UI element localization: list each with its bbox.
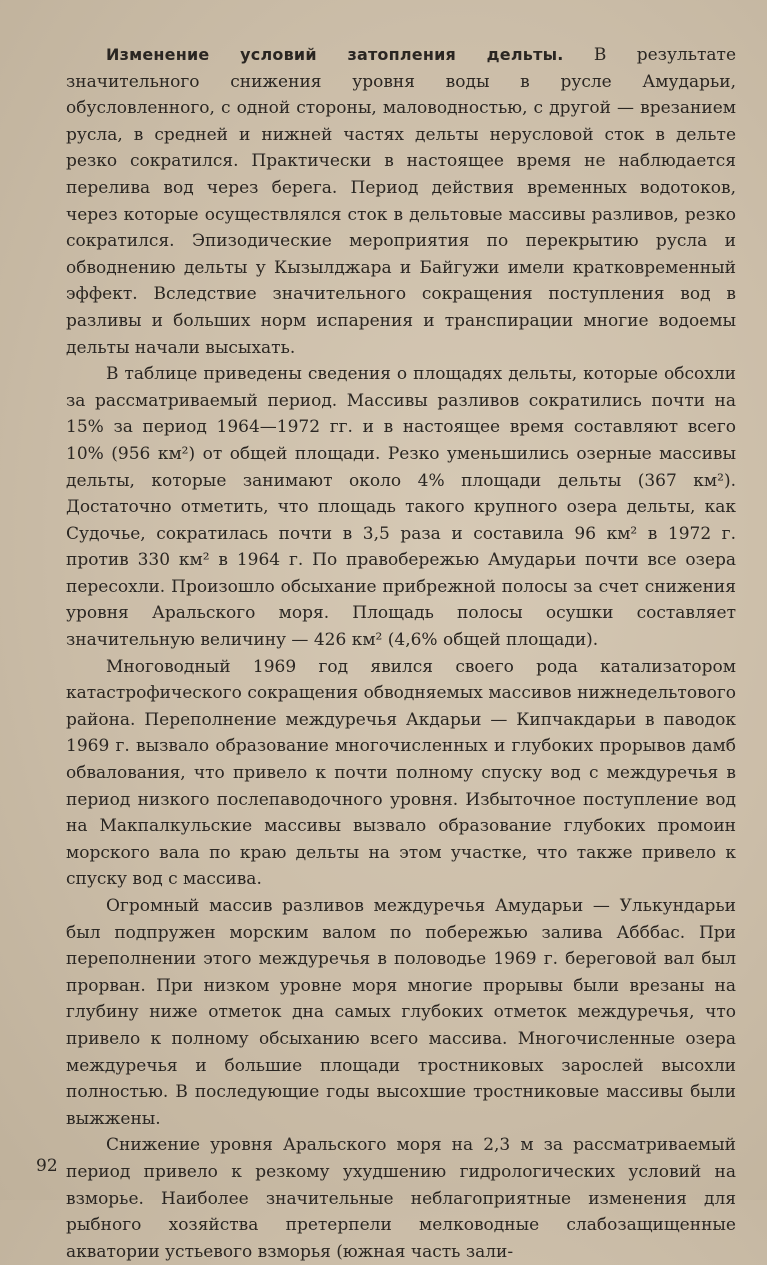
paragraph-1-text: В результате значительного снижения уровня воды в русле Амударьи, обусловленного, с одной стороны, маловодностью, с другой — врезанием русла, в средней и нижней частях дельты нерусловой сток в дельте резко сократился. Практически в настоящее время не наблюдается перелива вод через берега. Период действия временных водотоков, через которые осуществлялся сток в дельтовые массивы разливов, резко сократился. Эпизодические мероприятия по перекрытию русла и обводнению дельты у Кызылджара и Байгужи имели кратковременный эффект. Вследствие значительного сокращения поступления вод в разливы и больших норм испарения и транспирации многие водоемы дельты начали высыхать. [66,45,737,358]
paragraph-1 [66,42,736,361]
page-number: 92 [36,1156,58,1176]
paragraph-3: Многоводный 1969 год явился своего рода катализатором катастрофического сокращения обводняемых массивов нижнедельтового района. Переполнение междуречья Акдарьи — Кипчакдарьи в паводок 1969 г. вызвало образование многочисленных и глубоких прорывов дамб обвалования, что привело к почти полному спуску вод с междуречья в период низкого послепаводочного уровня. Избыточное поступление вод на Макпалкульские массивы вызвало образование глубоких промоин морского вала по краю дельты на этом участке, что также привело к спуску вод с массива. [66,656,736,890]
body-text [66,42,736,1265]
section-heading: Изменение условий затопления дельты. [106,45,564,64]
paragraph-2: В таблице приведены сведения о площадях дельты, которые обсохли за рассматриваемый период. Массивы разливов сократились почти на 15% за период 1964—1972 гг. и в настоящее время составляют всего 10% (956 км²) от общей площади. Резко уменьшились озерные массивы дельты, которые занимают около 4% площади дельты (367 км²). Достаточно отметить, что площадь такого крупного озера дельты, как Судочье, сократилась почти в 3,5 раза и составила 96 км² в 1972 г. против 330 км² в 1964 г. По правобережью Амударьи почти все озера пересохли. Произошло обсыхание прибрежной полосы за счет снижения уровня Аральского моря. Площадь полосы осушки составляет значительную величину — 426 км² (4,6% общей площади). [66,364,736,651]
paragraph-4: Огромный массив разливов междуречья Амударьи — Улькундарьи был подпружен морским валом по побережью залива Абббас. При переполнении этого междуречья в половодье 1969 г. береговой вал был прорван. При низком уровне моря многие прорывы были врезаны на глубину ниже отметок дна самых глубоких отметок междуречья, что привело к полному обсыханию всего массива. Многочисленные озера междуречья и большие площади тростниковых зарослей высохли полностью. В последующие годы высохшие тростниковые массивы были выжжены. [66,896,736,1129]
paragraph-5: Снижение уровня Аральского моря на 2,3 м за рассматриваемый период привело к резкому ухудшению гидрологических условий на взморье. Наиболее значительные неблагоприятные изменения для рыбного хозяйства претерпели мелководные слабозащищенные акватории устьевого взморья (южная часть зали- [66,1135,736,1262]
